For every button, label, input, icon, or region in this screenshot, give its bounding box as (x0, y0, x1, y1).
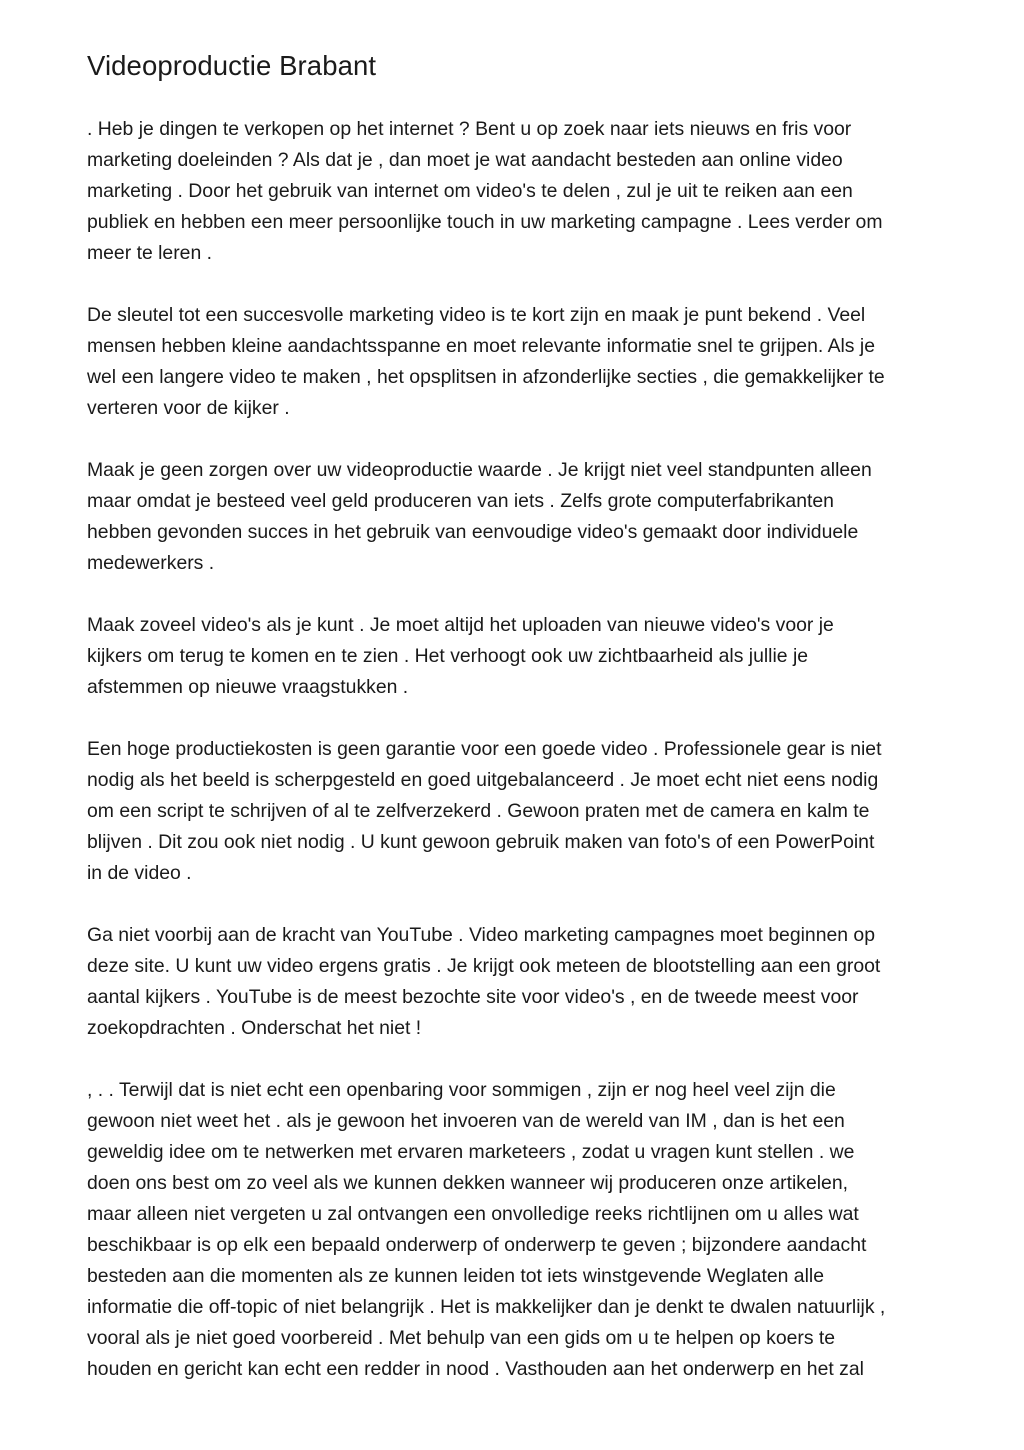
text-line: aantal kijkers . YouTube is de meest bezochte site voor video's , en de tweede meest voor (87, 986, 859, 1008)
text-line: Ga niet voorbij aan de kracht van YouTube . Video marketing campagnes moet beginnen op (87, 924, 875, 946)
paragraph-1 (87, 114, 883, 269)
text-line: afstemmen op nieuwe vraagstukken . (87, 676, 409, 698)
text-line: Maak zoveel video's als je kunt . Je moet altijd het uploaden van nieuwe video's voor je (87, 614, 834, 636)
text-line: geweldig idee om te netwerken met ervaren marketeers , zodat u vragen kunt stellen . we (87, 1141, 855, 1163)
text-line: medewerkers . (87, 552, 215, 574)
text-line: doen ons best om zo veel als we kunnen dekken wanneer wij produceren onze artikelen, (87, 1172, 849, 1194)
text-line: maar alleen niet vergeten u zal ontvangen een onvolledige reeks richtlijnen om u alles wat (87, 1203, 859, 1225)
text-line: deze site. U kunt uw video ergens gratis . Je krijgt ook meteen de blootstelling aan een groot (87, 955, 881, 977)
paragraph-3 (87, 455, 872, 579)
text-line: Maak je geen zorgen over uw videoproductie waarde . Je krijgt niet veel standpunten alleen (87, 459, 872, 481)
text-line: beschikbaar is op elk een bepaald onderwerp of onderwerp te geven ; bijzondere aandacht (87, 1234, 867, 1256)
text-line: vooral als je niet goed voorbereid . Met behulp van een gids om u te helpen op koers te (87, 1327, 836, 1349)
text-line: Een hoge productiekosten is geen garantie voor een goede video . Professionele gear is niet (87, 738, 882, 760)
paragraph-2 (87, 300, 885, 424)
page-title: Videoproductie Brabant (87, 50, 377, 81)
text-line: blijven . Dit zou ook niet nodig . U kunt gewoon gebruik maken van foto's of een PowerPoint (87, 831, 875, 853)
paragraph-4 (87, 610, 834, 703)
text-line: marketing doeleinden ? Als dat je , dan moet je wat aandacht besteden aan online video (87, 149, 843, 171)
text-line: maar omdat je besteed veel geld produceren van iets . Zelfs grote computerfabrikanten (87, 490, 834, 512)
text-line: gewoon niet weet het . als je gewoon het invoeren van de wereld van IM , dan is het een (87, 1110, 845, 1132)
text-line: De sleutel tot een succesvolle marketing video is te kort zijn en maak je punt bekend . Veel (87, 304, 866, 326)
text-line: informatie die off-topic of niet belangrijk . Het is makkelijker dan je denkt te dwalen natuurlijk , (87, 1296, 886, 1318)
text-line: kijkers om terug te komen en te zien . Het verhoogt ook uw zichtbaarheid als jullie je (87, 645, 809, 667)
text-line: nodig als het beeld is scherpgesteld en goed uitgebalanceerd . Je moet echt niet eens nodig (87, 769, 879, 791)
text-line: zoekopdrachten . Onderschat het niet ! (87, 1017, 422, 1039)
text-line: mensen hebben kleine aandachtsspanne en moet relevante informatie snel te grijpen. Als je (87, 335, 875, 357)
text-line: . Heb je dingen te verkopen op het internet ? Bent u op zoek naar iets nieuws en fris voor (87, 118, 852, 140)
text-line: verteren voor de kijker . (87, 397, 290, 419)
text-line: in de video . (87, 862, 192, 884)
text-line: meer te leren . (87, 242, 213, 264)
text-line: , . . Terwijl dat is niet echt een openbaring voor sommigen , zijn er nog heel veel zijn die (87, 1079, 836, 1101)
text-line: marketing . Door het gebruik van internet om video's te delen , zul je uit te reiken aan een (87, 180, 853, 202)
text-line: hebben gevonden succes in het gebruik van eenvoudige video's gemaakt door individuele (87, 521, 859, 543)
text-line: om een script te schrijven of al te zelfverzekerd . Gewoon praten met de camera en kalm te (87, 800, 870, 822)
text-line: wel een langere video te maken , het opsplitsen in afzonderlijke secties , die gemakkelijker te (87, 366, 885, 388)
document-page (87, 48, 947, 1380)
text-line: houden en gericht kan echt een redder in nood . Vasthouden aan het onderwerp en het zal (87, 1358, 864, 1380)
paragraph-7 (87, 1075, 885, 1385)
paragraph-6 (87, 920, 880, 1044)
text-line: publiek en hebben een meer persoonlijke touch in uw marketing campagne . Lees verder om (87, 211, 883, 233)
paragraph-5 (87, 734, 881, 889)
text-line: besteden aan die momenten als ze kunnen leiden tot iets winstgevende Weglaten alle (87, 1265, 824, 1287)
